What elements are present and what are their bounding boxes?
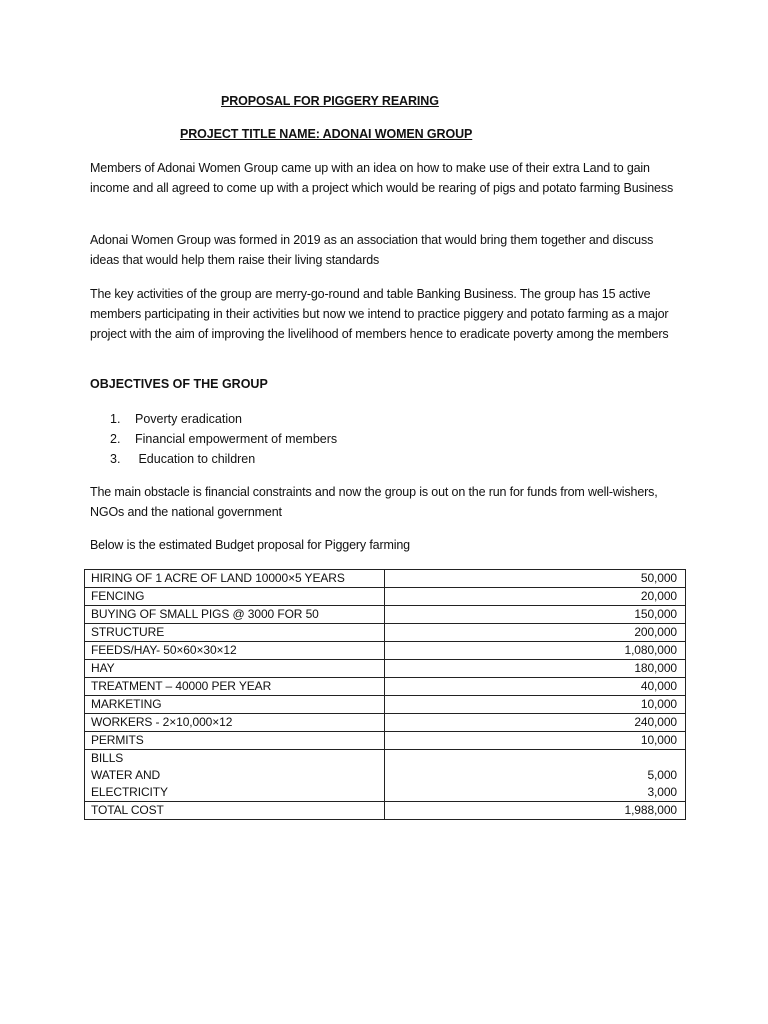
water-label: WATER AND bbox=[91, 768, 161, 782]
table-row-bills bbox=[85, 750, 686, 802]
bills-amount-cell bbox=[385, 750, 686, 802]
bills-item-cell bbox=[85, 750, 385, 802]
list-text: Financial empowerment of members bbox=[135, 432, 338, 446]
table-row bbox=[85, 696, 686, 714]
activities-paragraph: The key activities of the group are merry-go-round and table Banking Business. The group has 15 active members participating in their activities but now we intend to practice piggery and potato farming as a major project with the aim of improving the livelihood of members hence to eradicate poverty among the members bbox=[90, 287, 669, 341]
budget-amount-cell: 20,000 bbox=[385, 588, 686, 606]
table-row bbox=[85, 678, 686, 696]
budget-item-cell: FEEDS/HAY- 50×60×30×12 bbox=[85, 642, 385, 660]
budget-amount-cell: 180,000 bbox=[385, 660, 686, 678]
budget-item-cell: HIRING OF 1 ACRE OF LAND 10000×5 YEARS bbox=[85, 570, 385, 588]
list-number: 1. bbox=[110, 412, 121, 426]
document-title: PROPOSAL FOR PIGGERY REARING bbox=[221, 94, 439, 108]
budget-amount-cell: 50,000 bbox=[385, 570, 686, 588]
list-item bbox=[110, 429, 337, 449]
budget-item-cell: PERMITS bbox=[85, 732, 385, 750]
table-row-total bbox=[85, 802, 686, 820]
table-row bbox=[85, 624, 686, 642]
budget-amount-cell: 40,000 bbox=[385, 678, 686, 696]
budget-item-cell: BUYING OF SMALL PIGS @ 3000 FOR 50 bbox=[85, 606, 385, 624]
budget-item-cell: MARKETING bbox=[85, 696, 385, 714]
list-item bbox=[110, 409, 337, 429]
budget-table bbox=[84, 569, 686, 820]
budget-amount-cell: 200,000 bbox=[385, 624, 686, 642]
table-row bbox=[85, 588, 686, 606]
electricity-amount: 3,000 bbox=[647, 785, 677, 799]
intro-paragraph: Members of Adonai Women Group came up with an idea on how to make use of their extra Land to gain income and all agreed to come up with a project which would be rearing of pigs and potato farming Business bbox=[90, 161, 674, 195]
project-title: PROJECT TITLE NAME: ADONAI WOMEN GROUP bbox=[180, 127, 473, 141]
water-amount: 5,000 bbox=[647, 768, 677, 782]
table-row bbox=[85, 642, 686, 660]
table-row bbox=[85, 570, 686, 588]
budget-item-cell: FENCING bbox=[85, 588, 385, 606]
objectives-list bbox=[110, 409, 337, 469]
budget-intro-paragraph: Below is the estimated Budget proposal for Piggery farming bbox=[90, 538, 410, 552]
budget-item-cell: WORKERS - 2×10,000×12 bbox=[85, 714, 385, 732]
total-amount-cell: 1,988,000 bbox=[385, 802, 686, 820]
electricity-label: ELECTRICITY bbox=[91, 785, 168, 799]
bills-label: BILLS bbox=[91, 751, 124, 765]
list-item bbox=[110, 449, 337, 469]
budget-item-cell: STRUCTURE bbox=[85, 624, 385, 642]
total-label-cell: TOTAL COST bbox=[85, 802, 385, 820]
budget-amount-cell: 1,080,000 bbox=[385, 642, 686, 660]
formation-paragraph: Adonai Women Group was formed in 2019 as an association that would bring them together and discuss ideas that would help them raise their living standards bbox=[90, 233, 654, 267]
table-row bbox=[85, 606, 686, 624]
budget-amount-cell: 10,000 bbox=[385, 732, 686, 750]
list-number: 3. bbox=[110, 452, 121, 466]
list-number: 2. bbox=[110, 432, 121, 446]
budget-amount-cell: 150,000 bbox=[385, 606, 686, 624]
budget-item-cell: HAY bbox=[85, 660, 385, 678]
table-row bbox=[85, 732, 686, 750]
list-text: Education to children bbox=[135, 452, 256, 466]
obstacle-paragraph: The main obstacle is financial constraints and now the group is out on the run for funds from well-wishers, NGOs and the national government bbox=[90, 485, 658, 519]
list-text: Poverty eradication bbox=[135, 412, 243, 426]
budget-amount-cell: 10,000 bbox=[385, 696, 686, 714]
budget-amount-cell: 240,000 bbox=[385, 714, 686, 732]
table-row bbox=[85, 660, 686, 678]
budget-item-cell: TREATMENT – 40000 PER YEAR bbox=[85, 678, 385, 696]
objectives-heading: OBJECTIVES OF THE GROUP bbox=[90, 377, 268, 391]
table-row bbox=[85, 714, 686, 732]
